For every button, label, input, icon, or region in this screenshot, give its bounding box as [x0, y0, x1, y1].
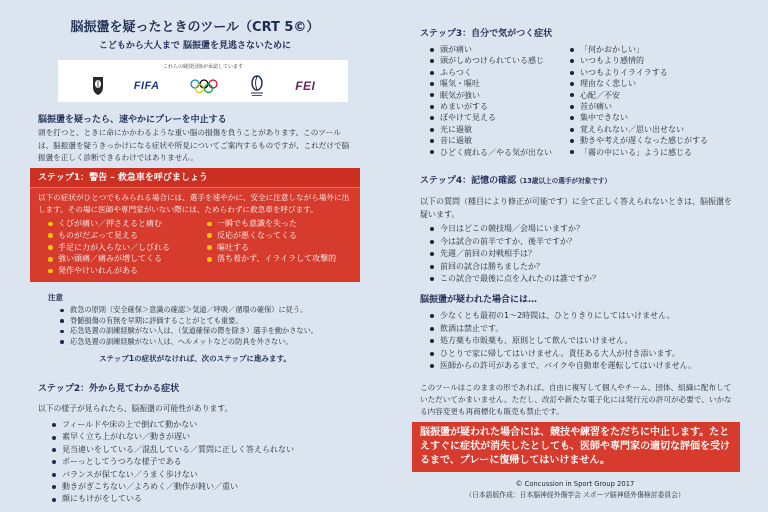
step1-alert-box: [30, 168, 360, 282]
list-item: 発作やけいれんがある: [46, 265, 170, 277]
suspected-title: 脳振盪が疑われた場合には…: [420, 295, 538, 305]
list-item: 素早く立ち上がれない／動きが遅い: [50, 431, 294, 443]
caution-title: 注意: [48, 293, 63, 302]
list-item: 今は試合の前半ですか、後半ですか？: [428, 236, 600, 249]
list-item: めまいがする: [428, 101, 552, 112]
endorsement-logo-panel: [58, 60, 348, 102]
step4-question-list: [428, 223, 600, 286]
step4-title-note: （13歳以上の選手が対象です）: [516, 177, 611, 185]
document-subtitle: こどもから大人まで 脳振盪を見逃さないために: [98, 41, 292, 51]
step4-title-text: ステップ4：記憶の確認: [420, 176, 517, 186]
list-item: 応急処置の訓練経験がない人は、ヘルメットなどの防具を外さない。: [58, 337, 318, 348]
list-item: 手足に力が入らない／しびれる: [46, 242, 170, 254]
list-item: 光に過敏: [428, 124, 552, 135]
list-item: 覚えられない／思い出せない: [568, 124, 708, 135]
list-item: 「何かおかしい」: [568, 44, 708, 55]
list-item: 応急処置の訓練経験がない人は、（気道確保の際を除き）選手を動かさない。: [58, 326, 318, 337]
list-item: いつもより感情的: [568, 55, 708, 66]
list-item: 頭が痛い: [428, 44, 552, 55]
list-item: 少なくとも最初の1〜2時間は、ひとりきりにしてはいけません。: [428, 310, 696, 323]
step2-intro: 以下の様子が見られたら、脳振盪の可能性があります。: [38, 404, 233, 413]
list-item: 救急の原則（安全確保＞意識の確認＞気道／呼吸／循環の確保）に従う。: [58, 305, 318, 316]
step3-symptom-list-left: [428, 44, 552, 158]
list-item: ふらつく: [428, 67, 552, 78]
return-to-play-warning-box: 脳振盪が疑われた場合には、競技や練習をただちに中止します。たとえすぐに症状が消失したとしても、医師や専門家の適切な評価を受けるまで、プレーに復帰してはいけません。: [412, 422, 740, 472]
step1-symptom-list-left: [46, 218, 170, 277]
list-item: 落ち着かず、イライラして攻撃的: [205, 253, 336, 265]
step1-symptom-list-right: [205, 218, 336, 265]
list-item: 強い頭痛／痛みが増してくる: [46, 253, 170, 265]
fei-logo: FEI: [295, 79, 316, 93]
list-item: 先週／前回の対戦相手は？: [428, 248, 600, 261]
intro-heading: 脳振盪を疑ったら、速やかにプレーを中止する: [38, 115, 227, 125]
list-item: 動きや考えが遅くなった感じがする: [568, 135, 708, 146]
list-item: 眠気が強い: [428, 90, 552, 101]
step4-title: [420, 175, 611, 188]
list-item: 今日はどこの競技場／会場にいますか？: [428, 223, 600, 236]
list-item: バランスが保てない／うまく歩けない: [50, 469, 294, 481]
list-item: 「霧の中にいる」ように感じる: [568, 147, 708, 158]
list-item: 飲酒は禁止です。: [428, 323, 696, 336]
list-item: くびが痛い／押さえると痛む: [46, 218, 170, 230]
list-item: ひどく疲れる／やる気が出ない: [428, 147, 552, 158]
list-item: ぼやけて見える: [428, 112, 552, 123]
footer-copyright: © Concussion in Sport Group 2017: [515, 480, 635, 488]
endorsement-caption: これらの競技団体が承認しています: [162, 64, 243, 70]
list-item: 嘔気・嘔吐: [428, 78, 552, 89]
step3-symptom-list-right: [568, 44, 708, 158]
document-title: 脳振盪を疑ったときのツール（CRT 5©）: [70, 20, 320, 35]
list-item: ボーっとしてうつろな様子である: [50, 456, 294, 468]
footer-credit: （日本語版作成：日本脳神経外傷学会 スポーツ脳神経外傷検討委員会）: [465, 491, 685, 499]
list-item: いつもよりイライラする: [568, 67, 708, 78]
olympic-rings-logo: [189, 79, 219, 94]
list-item: 反応が悪くなってくる: [205, 230, 336, 242]
license-notice: このツールはこのままの形であれば、自由に複写して個人やチーム、団体、組織に配布していただいてかまいません。ただし、改訂や新たな電子化には発行元の許可が必要で、いかなる内容変更も再商標化も販売も禁止です。: [420, 383, 732, 416]
list-item: 心配／不安: [568, 90, 708, 101]
suspected-action-list: [428, 310, 696, 373]
caution-list: [58, 305, 318, 347]
list-item: 医師からの許可があるまで、バイクや自動車を運転してはいけません。: [428, 360, 696, 373]
list-item: 一瞬でも意識を失った: [205, 218, 336, 230]
list-item: 動きがぎこちない／よろめく／動作が鈍い／重い: [50, 481, 294, 493]
federation-emblem-logo: [91, 76, 105, 96]
step4-intro: 以下の質問（種目により修正が可能です）に全て正しく答えられないときは、脳振盪を疑います。: [420, 197, 732, 219]
step1-title: ステップ1：警告 – 救急車を呼びましょう: [30, 168, 360, 188]
list-item: 集中できない: [568, 112, 708, 123]
logo-row: [58, 74, 348, 98]
list-item: 処方薬も市販薬も、原則として飲んではいけません。: [428, 335, 696, 348]
list-item: 嘔吐する: [205, 242, 336, 254]
step1-next-note: ステップ1の症状がなければ、次のステップに進みます。: [99, 354, 291, 363]
list-item: ものがだぶって見える: [46, 230, 170, 242]
step2-sign-list: [50, 419, 294, 506]
list-item: フィールドや床の上で倒れて動かない: [50, 419, 294, 431]
step2-title: ステップ2：外から見てわかる症状: [38, 384, 180, 394]
list-item: 首が痛い: [568, 101, 708, 112]
intro-body: 頭を打つと、ときに命にかかわるような重い脳の損傷を負うことがあります。このツールは、脳振盪を疑うきっかけになる症状や所見についてご案内するものですが、これだけで脳振盪を正しく診断できるわけではありません。: [38, 128, 350, 162]
list-item: 脊髄損傷の有無を早期に評価することがとても重要。: [58, 316, 318, 327]
world-rugby-logo: [248, 75, 266, 97]
list-item: 理由なく悲しい: [568, 78, 708, 89]
list-item: 見当違いをしている／混乱している／質問に正しく答えられない: [50, 444, 294, 456]
list-item: この試合で最後に点を入れたのは誰ですか？: [428, 273, 600, 286]
step1-body: 以下の症状がひとつでもみられる場合には、選手を速やかに、安全に注意しながら場外に出します。その場に医師や専門家がいない際には、ためらわずに救急車を呼びます。: [38, 193, 350, 214]
list-item: 頭がしめつけられている感じ: [428, 55, 552, 66]
list-item: 顔にもけがをしている: [50, 493, 294, 505]
fifa-logo: FIFA: [133, 80, 160, 92]
list-item: 前回の試合は勝ちましたか？: [428, 261, 600, 274]
list-item: ひとりで家に帰してはいけません。責任ある大人が付き添います。: [428, 348, 696, 361]
step3-title: ステップ3：自分で気がつく症状: [420, 29, 553, 39]
list-item: 音に過敏: [428, 135, 552, 146]
